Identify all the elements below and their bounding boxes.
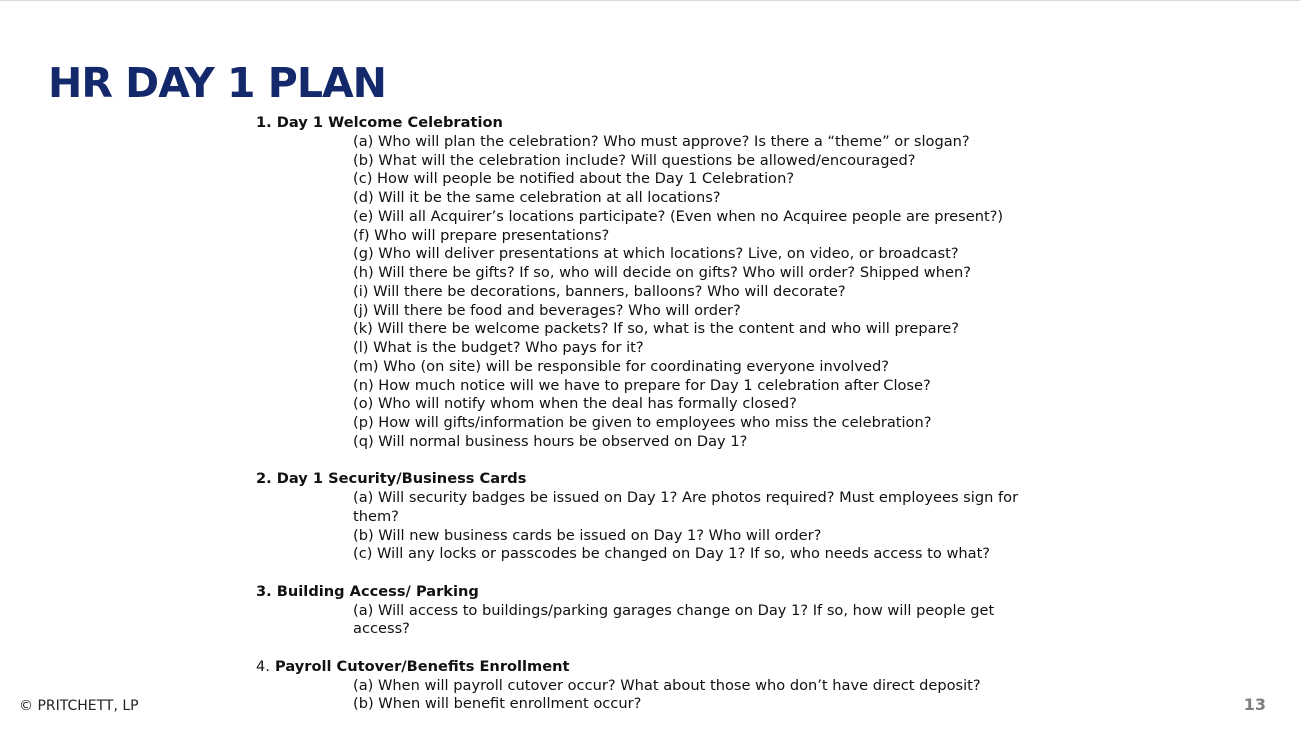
slide-content: [256, 114, 1086, 714]
list-item: (a) Who will plan the celebration? Who must approve? Is there a “theme” or slogan?: [353, 132, 970, 150]
list-item: (a) Will access to buildings/parking garages change on Day 1? If so, how will people get access?: [353, 601, 995, 638]
section-number: 1.: [256, 114, 272, 131]
section-welcome-celebration: [256, 114, 1086, 452]
section-heading: [256, 658, 1086, 677]
slide-title: HR DAY 1 PLAN: [48, 59, 386, 107]
list-item: (p) How will gifts/information be given to employees who miss the celebration?: [353, 414, 932, 431]
section-payroll-benefits: [256, 658, 1086, 714]
section-building-access-parking: [256, 583, 1086, 639]
list-item: (b) Will new business cards be issued on Day 1? Who will order?: [353, 526, 822, 544]
list-item: (d) Will it be the same celebration at all locations?: [353, 189, 721, 206]
section-title: Payroll Cutover/Benefits Enrollment: [275, 657, 570, 675]
list-item: (c) Will any locks or passcodes be changed on Day 1? If so, who needs access to what?: [353, 545, 991, 563]
section-title: Day 1 Security/Business Cards: [276, 470, 527, 488]
list-item: (q) Will normal business hours be observed on Day 1?: [353, 432, 748, 450]
question-list: [256, 677, 1086, 715]
list-item: (o) Who will notify whom when the deal has formally closed?: [353, 395, 797, 413]
list-item: (h) Will there be gifts? If so, who will decide on gifts? Who will order? Shipped when?: [353, 264, 971, 281]
list-item: (f) Who will prepare presentations?: [353, 226, 610, 244]
list-item: (c) How will people be notified about the Day 1 Celebration?: [353, 170, 795, 188]
section-number: 4.: [256, 657, 270, 675]
list-item: (g) Who will deliver presentations at which locations? Live, on video, or broadcast?: [353, 245, 959, 263]
question-list: [256, 489, 1086, 564]
list-item: (b) When will benefit enrollment occur?: [353, 695, 642, 713]
section-security-business-cards: [256, 470, 1086, 564]
page-number: 13: [1243, 695, 1266, 714]
list-item: (a) When will payroll cutover occur? What about those who don’t have direct deposit?: [353, 676, 981, 694]
list-item: (i) Will there be decorations, banners, balloons? Who will decorate?: [353, 282, 846, 300]
section-title: Day 1 Welcome Celebration: [276, 114, 503, 131]
question-list: [256, 133, 1086, 452]
list-item: (l) What is the budget? Who pays for it?: [353, 339, 644, 356]
list-item: (m) Who (on site) will be responsible for coordinating everyone involved?: [353, 357, 889, 375]
section-number: 2.: [256, 470, 272, 488]
question-list: [256, 602, 1086, 640]
section-number: 3.: [256, 582, 272, 600]
list-item: (k) Will there be welcome packets? If so, what is the content and who will prepare?: [353, 320, 960, 338]
list-item: (e) Will all Acquirer’s locations participate? (Even when no Acquiree people are present?): [353, 207, 1004, 225]
list-item: (n) How much notice will we have to prepare for Day 1 celebration after Close?: [353, 376, 931, 394]
section-heading: [256, 470, 1086, 489]
section-title: Building Access/ Parking: [276, 582, 479, 600]
copyright-footer: © PRITCHETT, LP: [19, 698, 139, 714]
list-item: (j) Will there be food and beverages? Who will order?: [353, 301, 741, 319]
section-heading: [256, 114, 1086, 133]
list-item: (a) Will security badges be issued on Day 1? Are photos required? Must employees sign for them?: [353, 489, 1019, 525]
section-heading: [256, 583, 1086, 602]
list-item: (b) What will the celebration include? Will questions be allowed/encouraged?: [353, 151, 916, 169]
